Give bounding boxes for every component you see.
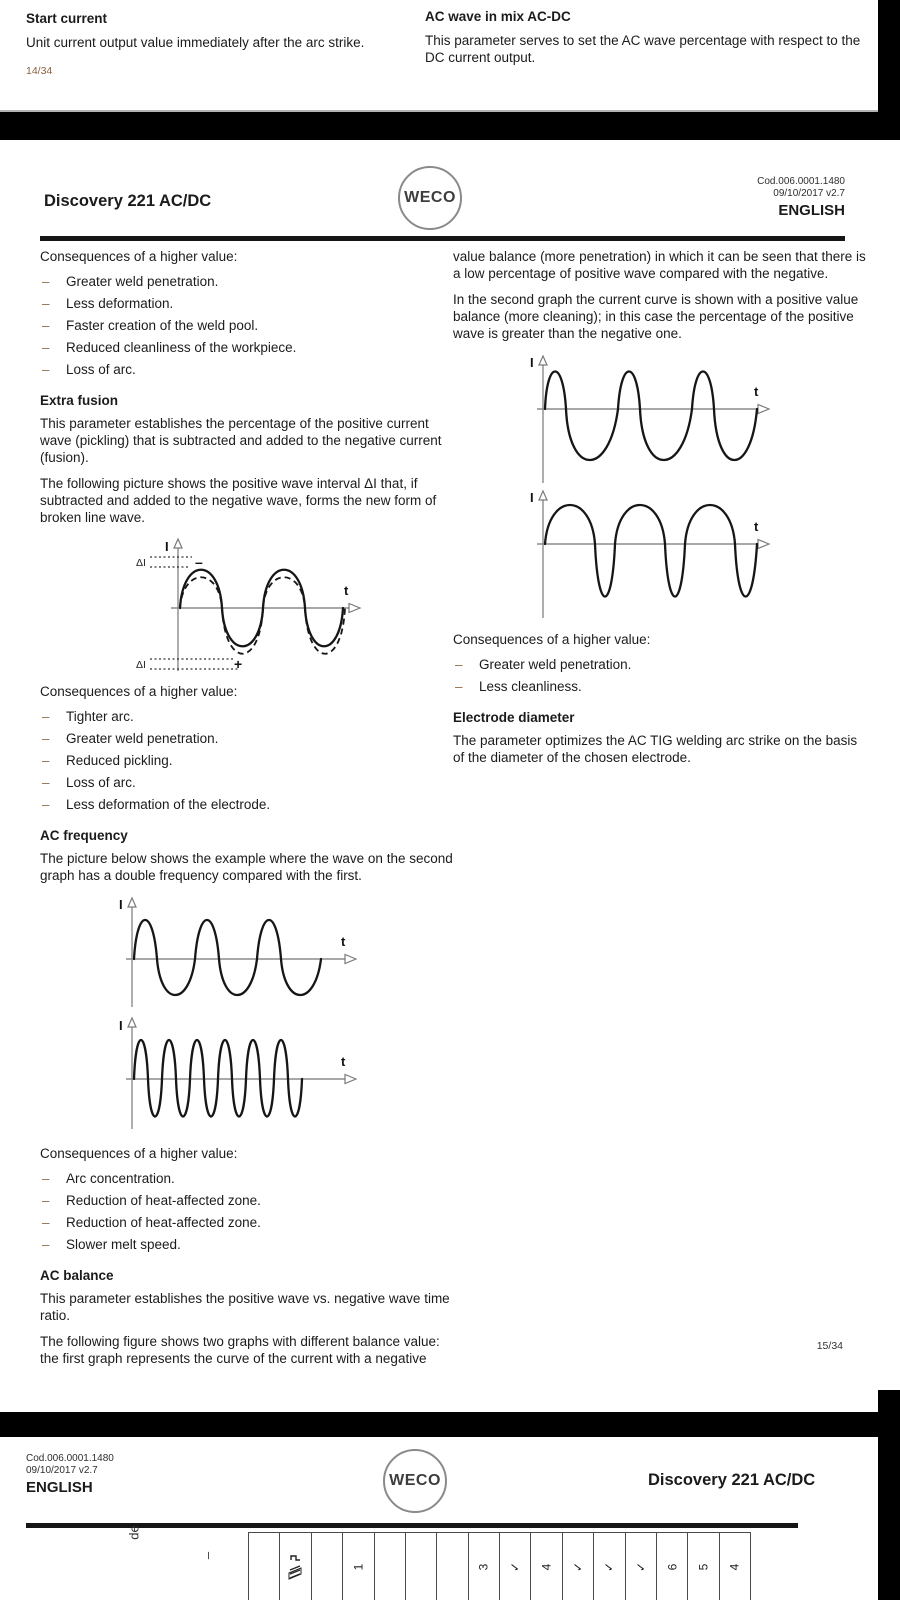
list-item: [40, 1214, 460, 1231]
t-axis-label: t: [341, 934, 346, 949]
scan-edge-strip: [878, 0, 900, 140]
weco-logo-text: WECO: [404, 189, 456, 206]
document-language: ENGLISH: [778, 202, 845, 219]
consequences-title: Consequences of a higher value:: [40, 684, 238, 699]
dash-bullet: –: [42, 1171, 50, 1186]
table-cell: [375, 1533, 406, 1600]
plus-sign: +: [234, 656, 243, 672]
paragraph: This parameter establishes the positive wave vs. negative wave time ratio.: [40, 1291, 450, 1323]
dash-bullet: –: [42, 1215, 50, 1230]
document-title: Discovery 221 AC/DC: [648, 1471, 816, 1489]
t-axis-label: t: [754, 519, 759, 534]
dash-bullet: –: [42, 753, 50, 768]
page-14-fragment: [0, 0, 878, 110]
list-item: [40, 339, 460, 356]
consequences-list: [40, 273, 460, 378]
table-cell: ✓: [563, 1533, 594, 1600]
consequences-list: [453, 656, 867, 695]
dash-bullet: –: [455, 657, 463, 672]
weco-logo: [398, 166, 462, 230]
dash-bullet: –: [42, 362, 50, 377]
list-item: [40, 730, 460, 747]
footer-info-block: [26, 1453, 114, 1496]
list-item: [40, 295, 460, 312]
list-item-text: Slower melt speed.: [66, 1237, 181, 1252]
table-cell: ✓: [594, 1533, 625, 1600]
electrode-diameter-heading: Electrode diameter: [453, 710, 575, 725]
table-cell: 6: [657, 1533, 688, 1600]
dash-bullet: –: [42, 1237, 50, 1252]
page-separator-band: [0, 1412, 900, 1437]
paragraph: value balance (more penetration) in which it can be seen that there is a low percentage of positive wave compared with the negative.: [453, 249, 866, 281]
list-item-text: Arc concentration.: [66, 1171, 175, 1186]
table-cell: 4: [720, 1533, 751, 1600]
list-item-text: Reduction of heat-affected zone.: [66, 1215, 261, 1230]
header-rule: [40, 236, 845, 241]
parameter-table-row: [248, 1532, 751, 1600]
ac-balance-heading: AC balance: [40, 1268, 114, 1283]
paragraph: The following figure shows two graphs with different balance value: the first graph represents the curve of the current with a negative: [40, 1334, 440, 1366]
list-item-text: Faster creation of the weld pool.: [66, 318, 259, 333]
minus-sign: –: [195, 554, 203, 570]
i-axis-label: I: [530, 355, 534, 370]
table-cell: [249, 1533, 280, 1600]
dash-bullet: –: [42, 709, 50, 724]
table-cell: [437, 1533, 468, 1600]
page-number: 14/34: [26, 65, 53, 77]
table-cell: 3: [469, 1533, 500, 1600]
page-16-fragment: [0, 1437, 878, 1600]
list-item: [40, 1170, 460, 1187]
left-column: [40, 248, 460, 1376]
dash-bullet: –: [42, 274, 50, 289]
delta-i-top-label: ΔI: [136, 557, 146, 569]
table-cell: ✓: [626, 1533, 657, 1600]
list-item: [453, 678, 867, 695]
extra-fusion-heading: Extra fusion: [40, 393, 119, 408]
dash-bullet: –: [42, 775, 50, 790]
page-separator-band: [0, 110, 900, 140]
list-item: [40, 317, 460, 334]
ac-wave-icon: [288, 1552, 303, 1582]
section-heading: AC wave in mix AC-DC: [425, 9, 571, 24]
i-axis-label: I: [119, 1018, 123, 1033]
list-item: [40, 361, 460, 378]
list-item-text: Reduced pickling.: [66, 753, 173, 768]
list-item-text: Loss of arc.: [66, 362, 136, 377]
extra-fusion-waveform-figure: [134, 535, 460, 675]
consequences-list: [40, 708, 460, 813]
dash-bullet: –: [42, 296, 50, 311]
table-cell: [312, 1533, 343, 1600]
list-item-text: Less deformation.: [66, 296, 174, 311]
section-body: This parameter serves to set the AC wave percentage with respect to the DC current output.: [425, 33, 861, 65]
consequences-list: [40, 1170, 460, 1253]
positive-balance-wave: [545, 505, 757, 597]
table-cell: 1: [343, 1533, 374, 1600]
ac-balance-positive-figure: [511, 486, 867, 623]
ac-frequency-heading: AC frequency: [40, 828, 128, 843]
list-item-text: Reduced cleanliness of the workpiece.: [66, 340, 297, 355]
list-item-text: Reduction of heat-affected zone.: [66, 1193, 261, 1208]
t-axis-label: t: [754, 384, 759, 399]
low-frequency-wave: [134, 920, 321, 995]
list-item: [453, 656, 867, 673]
list-item-text: Less cleanliness.: [479, 679, 582, 694]
table-cell: ✓: [500, 1533, 531, 1600]
table-cell: 4: [531, 1533, 562, 1600]
rotated-row-label: de: [126, 1525, 142, 1540]
section-heading: Start current: [26, 11, 108, 26]
document-title: Discovery 221 AC/DC: [44, 192, 212, 210]
paragraph: The parameter optimizes the AC TIG welding arc strike on the basis of the diameter of the chosen electrode.: [453, 733, 858, 765]
consequences-title: Consequences of a higher value:: [40, 1146, 238, 1161]
weco-logo: [383, 1449, 447, 1513]
ac-frequency-waveform-figure: [96, 893, 460, 1137]
paragraph: This parameter establishes the percentage of the positive current wave (pickling) that is subtracted and added to the negative current (fusion).: [40, 416, 442, 465]
dash-bullet: –: [42, 318, 50, 333]
t-axis-label: t: [341, 1054, 346, 1069]
table-cell: 5: [688, 1533, 719, 1600]
page14-left-column: [26, 10, 418, 51]
document-code: Cod.006.0001.1480: [26, 1453, 114, 1464]
list-item: [40, 1236, 460, 1253]
list-item: [40, 796, 460, 813]
list-item-text: Greater weld penetration.: [66, 731, 219, 746]
page-number: 15/34: [816, 1340, 843, 1352]
list-item-text: Less deformation of the electrode.: [66, 797, 271, 812]
i-axis-label: I: [530, 490, 534, 505]
i-axis-label: I: [165, 539, 169, 554]
paragraph: The following picture shows the positive wave interval ΔI that, if subtracted and added to the negative wave, forms the new form of broken line wave.: [40, 476, 437, 525]
scan-edge-strip: [878, 1390, 900, 1600]
weco-logo-text: WECO: [389, 1472, 441, 1489]
consequences-title: Consequences of a higher value:: [453, 632, 651, 647]
paragraph: In the second graph the current curve is shown with a positive value balance (more cleaning); in this case the percentage of the positive wave is greater than the negative one.: [453, 292, 859, 341]
list-item-text: Tighter arc.: [66, 709, 134, 724]
list-item-text: Greater weld penetration.: [479, 657, 632, 672]
page-15: [0, 140, 900, 1412]
paragraph: The picture below shows the example where the wave on the second graph has a double frequency compared with the first.: [40, 851, 453, 883]
document-language: ENGLISH: [26, 1479, 93, 1496]
list-item: [40, 708, 460, 725]
right-column: [453, 248, 867, 775]
ac-balance-negative-figure: [511, 351, 867, 488]
list-item: [40, 1192, 460, 1209]
list-item: [40, 774, 460, 791]
list-item: [40, 273, 460, 290]
dash-bullet: –: [42, 1193, 50, 1208]
list-item-text: Loss of arc.: [66, 775, 136, 790]
document-code: Cod.006.0001.1480: [757, 176, 845, 187]
negative-balance-wave: [545, 372, 757, 461]
document-version: 09/10/2017 v2.7: [26, 1465, 98, 1476]
list-item-text: Greater weld penetration.: [66, 274, 219, 289]
t-axis-label: t: [344, 583, 349, 598]
page14-right-column: [425, 8, 863, 66]
dash-bullet: –: [42, 797, 50, 812]
section-body: Unit current output value immediately after the arc strike.: [26, 35, 365, 50]
high-frequency-wave: [134, 1040, 302, 1117]
rotated-dash-mark: –: [200, 1551, 216, 1560]
consequences-title: Consequences of a higher value:: [40, 249, 238, 264]
header-info-block: [757, 176, 845, 219]
i-axis-label: I: [119, 897, 123, 912]
document-version: 09/10/2017 v2.7: [773, 188, 845, 199]
dash-bullet: –: [42, 340, 50, 355]
table-cell: [280, 1533, 311, 1600]
delta-i-bottom-label: ΔI: [136, 659, 146, 671]
list-item: [40, 752, 460, 769]
dash-bullet: –: [42, 731, 50, 746]
dash-bullet: –: [455, 679, 463, 694]
table-cell: [406, 1533, 437, 1600]
